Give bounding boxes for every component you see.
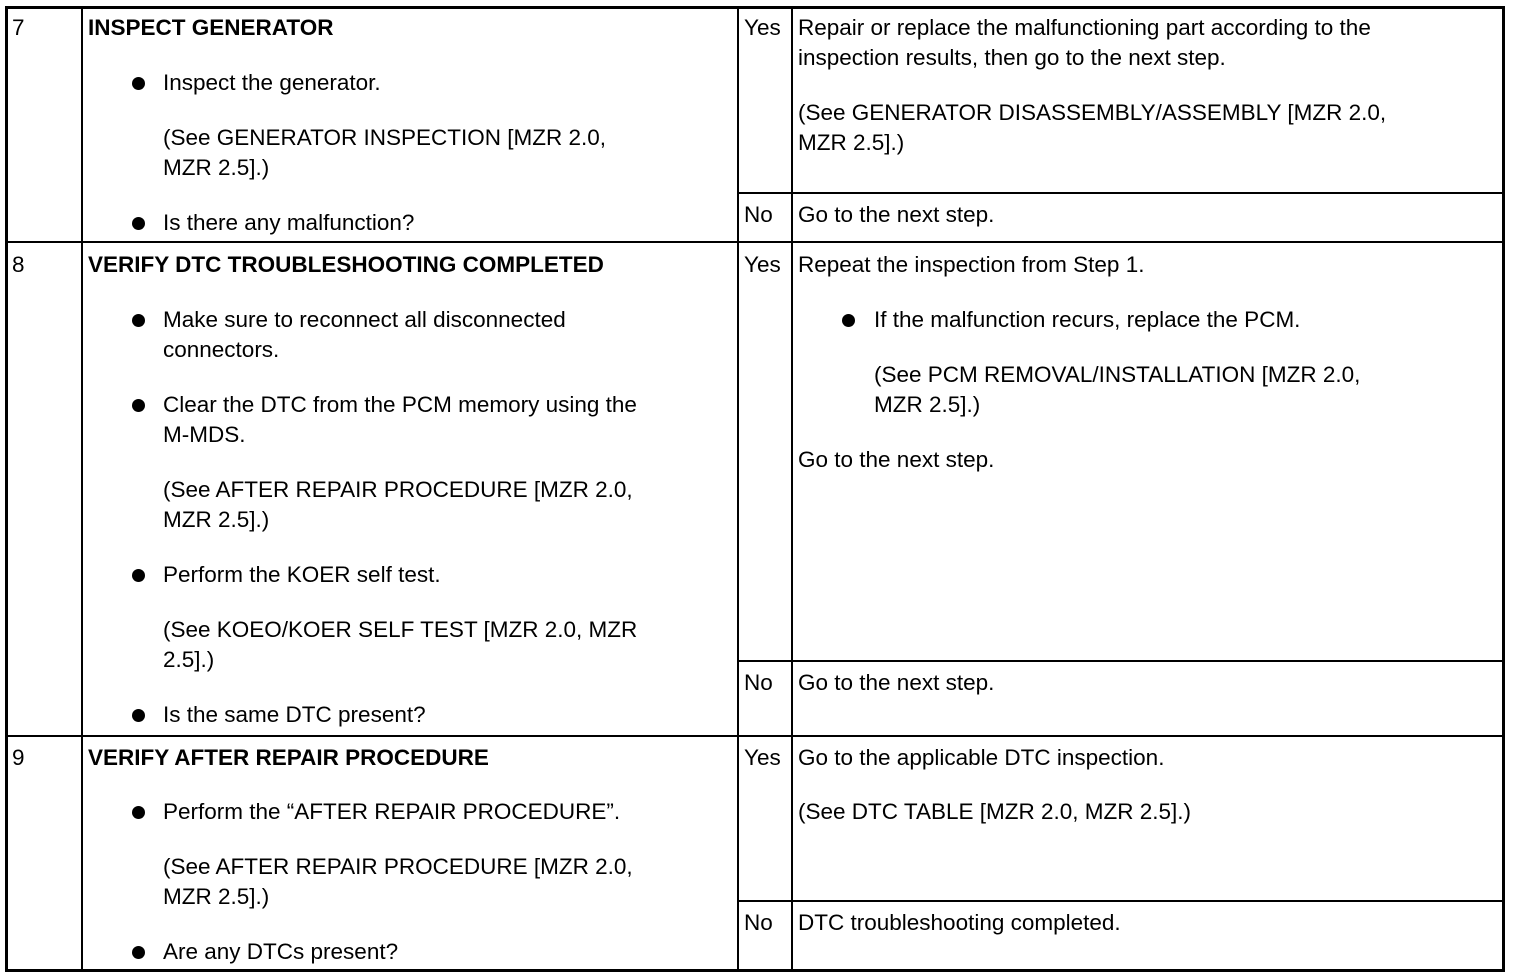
- no-result-text: Go to the next step.: [798, 202, 995, 227]
- step-title: VERIFY DTC TROUBLESHOOTING COMPLETED: [88, 252, 604, 277]
- reference-text: (See AFTER REPAIR PROCEDURE [MZR 2.0,: [163, 854, 633, 879]
- bullet-icon: [132, 217, 145, 230]
- reference-text: (See KOEO/KOER SELF TEST [MZR 2.0, MZR: [163, 617, 638, 642]
- column-divider-step: [81, 8, 83, 970]
- bullet-icon: [132, 569, 145, 582]
- action-text: Is the same DTC present?: [163, 702, 426, 727]
- yes-no-divider: [738, 660, 1502, 662]
- step-number: 9: [12, 745, 25, 770]
- bullet-icon: [132, 399, 145, 412]
- bullet-icon: [842, 314, 855, 327]
- reference-text: (See GENERATOR INSPECTION [MZR 2.0,: [163, 125, 607, 150]
- yes-result-text: Repair or replace the malfunctioning part according to the: [798, 15, 1371, 40]
- action-text: Is there any malfunction?: [163, 210, 415, 235]
- yes-result-text: Go to the next step.: [798, 447, 995, 472]
- reference-text: 2.5].): [163, 647, 215, 672]
- yes-result-text: Go to the applicable DTC inspection.: [798, 745, 1165, 770]
- no-label: No: [744, 670, 773, 695]
- action-text: Inspect the generator.: [163, 70, 381, 95]
- no-label: No: [744, 910, 773, 935]
- reference-text: MZR 2.5].): [163, 884, 270, 909]
- action-text: Perform the KOER self test.: [163, 562, 441, 587]
- yes-no-divider: [738, 192, 1502, 194]
- yes-result-text: (See GENERATOR DISASSEMBLY/ASSEMBLY [MZR 2.0,: [798, 100, 1387, 125]
- yes-result-text: If the malfunction recurs, replace the PCM.: [874, 307, 1301, 332]
- row-divider: [8, 735, 1502, 737]
- step-number: 8: [12, 252, 25, 277]
- yes-label: Yes: [744, 745, 781, 770]
- action-text: Perform the “AFTER REPAIR PROCEDURE”.: [163, 799, 621, 824]
- row-divider: [8, 241, 1502, 243]
- no-result-text: DTC troubleshooting completed.: [798, 910, 1121, 935]
- step-number: 7: [12, 15, 25, 40]
- yes-label: Yes: [744, 15, 781, 40]
- step-title: INSPECT GENERATOR: [88, 15, 334, 40]
- bullet-icon: [132, 806, 145, 819]
- reference-text: MZR 2.5].): [163, 507, 270, 532]
- yes-result-text: (See PCM REMOVAL/INSTALLATION [MZR 2.0,: [874, 362, 1361, 387]
- yes-no-divider: [738, 900, 1502, 902]
- bullet-icon: [132, 314, 145, 327]
- bullet-icon: [132, 77, 145, 90]
- no-label: No: [744, 202, 773, 227]
- action-text: Clear the DTC from the PCM memory using the: [163, 392, 637, 417]
- yes-result-text: MZR 2.5].): [798, 130, 905, 155]
- action-text: Are any DTCs present?: [163, 939, 399, 964]
- reference-text: MZR 2.5].): [163, 155, 270, 180]
- reference-text: (See AFTER REPAIR PROCEDURE [MZR 2.0,: [163, 477, 633, 502]
- no-result-text: Go to the next step.: [798, 670, 995, 695]
- bullet-icon: [132, 946, 145, 959]
- yes-result-text: (See DTC TABLE [MZR 2.0, MZR 2.5].): [798, 799, 1192, 824]
- column-divider-action: [737, 8, 739, 970]
- yes-label: Yes: [744, 252, 781, 277]
- action-text: connectors.: [163, 337, 280, 362]
- column-divider-result: [791, 8, 793, 970]
- yes-result-text: MZR 2.5].): [874, 392, 981, 417]
- bullet-icon: [132, 709, 145, 722]
- step-title: VERIFY AFTER REPAIR PROCEDURE: [88, 745, 489, 770]
- yes-result-text: inspection results, then go to the next step.: [798, 45, 1226, 70]
- action-text: Make sure to reconnect all disconnected: [163, 307, 566, 332]
- action-text: M-MDS.: [163, 422, 246, 447]
- yes-result-text: Repeat the inspection from Step 1.: [798, 252, 1145, 277]
